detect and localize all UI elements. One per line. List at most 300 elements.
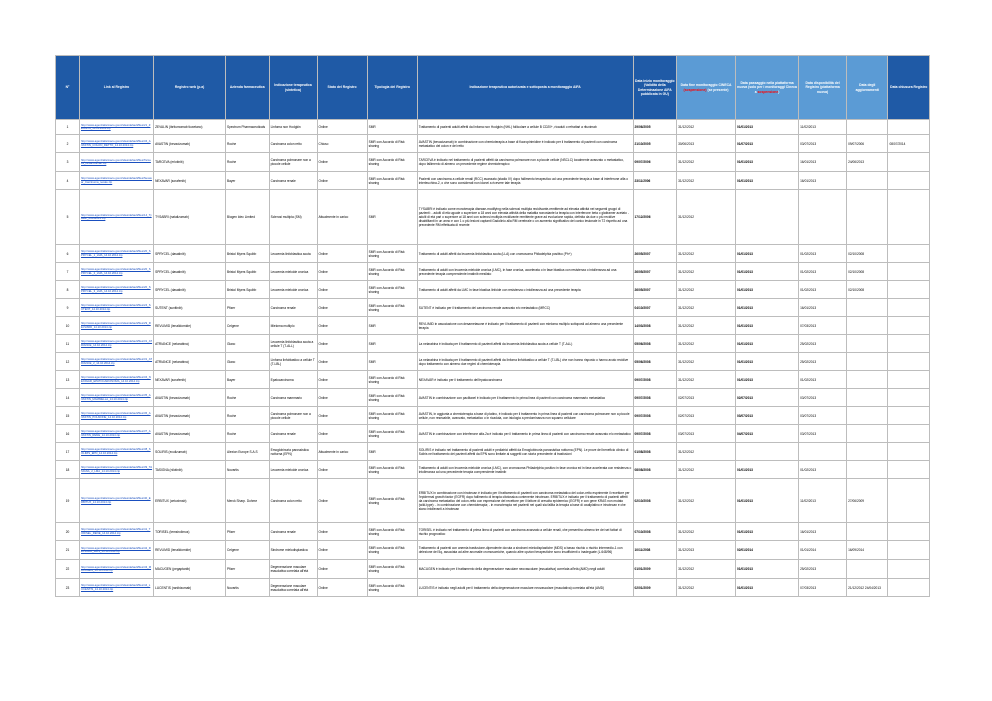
table-row [56,299,930,317]
col-link: Link al Registro [79,56,153,120]
indication: Degenerazione maculare essudativa correlata all'età [269,560,317,579]
registry-name: REVLIMID (lenalidomide) [154,541,226,560]
registry-type: SMR con Accordo di Risk sharing [367,245,417,263]
registry-link[interactable]: http://www.agenziafarmaco.gov.it/sites/default/files/29_REVLIMID_14.10.2014.zip [79,317,153,335]
row-number: 7 [56,263,80,281]
migration-date: 03/07/2013 [735,407,798,425]
closing-date [888,335,930,353]
authorized-indication: SUTENT è indicato per il trattamento del carcinoma renale avanzato e/o metastatico (MRCC) [417,299,633,317]
registry-type: SMR con Accordo di Risk sharing [367,281,417,299]
row-number: 5 [56,190,80,245]
start-date: 14/03/2008 [633,317,677,335]
end-date: 31/12/2012 [677,299,736,317]
registry-link[interactable]: http://www.agenziafarmaco.gov.it/sites/default/files/14_Tysabri_09042014.zip [79,190,153,245]
col-fine [677,56,736,120]
start-date: 02/01/2009 [633,579,677,597]
authorized-indication: AVASTIN in combinazione con interferone alfa-2a è indicato per il trattamento in prima linea di pazienti con carcinoma renale avanzato e/o metastatico [417,425,633,443]
registry-type: SMR con Accordo di Risk sharing [367,479,417,523]
start-date: 08/08/2008 [633,461,677,479]
company: Biogen Idec Limited [225,190,269,245]
col-passaggio-hl: sospensione [757,89,779,94]
table-row [56,443,930,461]
col-fine-tail: (se presente) [707,87,729,92]
availability-date [799,443,847,461]
indication: Carcinoma renale [269,299,317,317]
registry-name: TARCEVA (erlotinib) [154,153,226,172]
start-date: 01/01/2009 [633,560,677,579]
start-date: 09/07/2008 [633,407,677,425]
table-row [56,281,930,299]
closing-date [888,190,930,245]
indication: Carcinoma mammario [269,389,317,407]
indication: Carcinoma renale [269,523,317,541]
row-number: 13 [56,371,80,389]
indication: Carcinoma polmonare non a piccole cellule [269,407,317,425]
update-date: 02/10/2008 [847,281,888,299]
company: Roche [225,135,269,153]
status: Online [317,353,367,371]
start-date: 07/10/2008 [633,523,677,541]
update-date [847,523,888,541]
registry-type: SMR con Accordo di Risk sharing [367,523,417,541]
company: Merck Sharp. Dohme [225,479,269,523]
row-number: 2 [56,135,80,153]
registry-link[interactable]: http://www.agenziafarmaco.gov.it/sites/default/files/41_TORISEL_RENE_14.10.2014.zip [79,523,153,541]
status: Online [317,541,367,560]
closing-date [888,479,930,523]
availability-date: 07/03/2013 [799,579,847,597]
col-fine-hl: (sospensione) [683,87,707,92]
col-web: Registro web (p.a) [154,56,226,120]
row-number: 9 [56,299,80,317]
registry-link[interactable]: http://www.agenziafarmaco.gov.it/sites/default/files/44_LUCENTIS_14.10.2014.zip [79,579,153,597]
status: Online [317,579,367,597]
closing-date [888,523,930,541]
status: Online [317,523,367,541]
col-n: N° [56,56,80,120]
col-aggiornamenti: Data degli aggiornamenti [847,56,888,120]
availability-date: 03/07/2013 [799,425,847,443]
row-number: 11 [56,335,80,353]
registry-type: SMR con Accordo di Risk sharing [367,579,417,597]
availability-date: 25/02/2013 [799,353,847,371]
status: Attualmente in carico [317,443,367,461]
company: Pfizer [225,523,269,541]
indication: Degenerazione maculare essudativa correlata all'età [269,579,317,597]
registry-link[interactable]: http://www.agenziafarmaco.gov.it/sites/default/files/21_ZEVALIN_14.10.2014.zip [79,120,153,135]
start-date: 17/12/2006 [633,190,677,245]
registry-type: SMR con Accordo di Risk sharing [367,389,417,407]
registry-link[interactable]: http://www.agenziafarmaco.gov.it/sites/default/files/34_NEXAVAR_EPATOCARCINOMA_14.10.2014.zip [79,371,153,389]
end-date: 31/12/2012 [677,317,736,335]
table-row [56,317,930,335]
registry-name: ZEVALIN (ibritumomab tiuxetano) [154,120,226,135]
closing-date [888,389,930,407]
availability-date: 25/02/2013 [799,560,847,579]
registry-link[interactable]: http://www.agenziafarmaco.gov.it/sites/default/files/20_SPRYCEL_2_LMA_14.10.2014.zip [79,263,153,281]
migration-date: 01/01/2013 [735,153,798,172]
end-date: 31/12/2012 [677,479,736,523]
start-date: 21/10/2005 [633,135,677,153]
migration-date: 01/01/2013 [735,299,798,317]
company: Bayer [225,172,269,190]
update-date [847,371,888,389]
registry-type: SMR con Accordo di Risk sharing [367,560,417,579]
status: Online [317,263,367,281]
registry-type: SMR con Accordo di Risk sharing [367,541,417,560]
registry-type: SMR con Accordo di Risk sharing [367,172,417,190]
col-ind-aut: Indicazione terapeutica autorizzata e sottoposta a monitoraggio AIFA [417,56,633,120]
authorized-indication: NEXAVAR è indicato per il trattamento dell'epatocarcinoma [417,371,633,389]
update-date [847,425,888,443]
authorized-indication: REVLIMID in associazione con desametasone è indicato per il trattamento di pazienti con mieloma multiplo sottoposti ad almeno una precedente terapia [417,317,633,335]
end-date: 03/07/2013 [677,425,736,443]
table-row [56,371,930,389]
registry-name: SPRYCEL (dasatinib) [154,281,226,299]
company: Roche [225,425,269,443]
table-row [56,461,930,479]
registry-name: TORISEL (temsirolimus) [154,523,226,541]
migration-date: 01/01/2013 [735,120,798,135]
status: Chiuso [317,135,367,153]
table-row [56,135,930,153]
table-row [56,353,930,371]
authorized-indication: Trattamento di pazienti adulti affetti da linfoma non Hodgkin (NHL) follicolare a cellule B CD20+, ricaduti o refrattari a rituximab [417,120,633,135]
header-row [56,56,930,120]
row-number: 4 [56,172,80,190]
end-date: 31/12/2012 [677,371,736,389]
registry-link[interactable]: http://www.agenziafarmaco.gov.it/sites/default/files/Tarceva_bevacizumab.zip [79,153,153,172]
end-date: 31/12/2012 [677,523,736,541]
authorized-indication: LUCENTIS è indicato negli adulti per il trattamento della degenerazione maculare neovascolare (essudativa) correlata all'età (AMD) [417,579,633,597]
start-date: 23/11/2006 [633,172,677,190]
company: Glaxo [225,353,269,371]
authorized-indication: TYSABRI è indicato come monoterapia disease-modifying nella sclerosi multipla recidivante-remittente ad elevata attività nei seguenti gruppi di pazienti: - adulti di età uguale o superiore a 18 anni con elevata attività della malattia nonostante la terapia con interferone beta o glatiramer acetato - adulti di età pari o superiore ai 18 anni con sclerosi multipla recidivante remittente grave ad evoluzione rapida, definita da due o più recidive disabilitanti in un anno e con 1 o più lesioni captanti Gadolinio alla RM cerebrale o un aumento significativo del carico lesionale in T2 rispetto ad una precedente RM effettuata di recente [417,190,633,245]
col-passaggio-text: Data passaggio nella piattaforma nuova (solo per i monitoraggi Cineca a [737,81,797,94]
end-date: 31/12/2012 [677,172,736,190]
end-date: 31/12/2012 [677,120,736,135]
authorized-indication: Trattamento di pazienti con anemia trasfusione-dipendente dovuta a sindromi mielodisplastiche (MDS) a basso rischio o rischio intermedio-1 con delezione del 5q, associata ad altre anomalie cromosomiche, quando altre opzioni terapeutiche sono insufficienti o inadeguate (L.648/96) [417,541,633,560]
update-date [847,335,888,353]
migration-date: 01/01/2013 [735,281,798,299]
col-chiusura: Data chiusura Registro [888,56,930,120]
registry-name: ERBITUX (cetuximab) [154,479,226,523]
row-number: 18 [56,461,80,479]
registry-link[interactable]: http://www.agenziafarmaco.gov.it/sites/default/files/39_TASIGNA_2_LMA_14.10.2014.zip [79,461,153,479]
status: Online [317,461,367,479]
authorized-indication: AVASTIN in combinazione con paclitaxel è indicato per il trattamento in prima linea di pazienti con carcinoma mammario metastatico [417,389,633,407]
start-date: 09/07/2008 [633,425,677,443]
table-row [56,407,930,425]
indication: Linfoma linfoblastico a cellule T (T-LBL) [269,353,317,371]
authorized-indication: Trattamento di adulti affetti da LMC in fase blastica linfoide con resistenza o intolleranza ad una precedente terapia [417,281,633,299]
registry-link[interactable]: http://www.agenziafarmaco.gov.it/sites/default/files/31_ATRIANCE_2_14.10.2014.zip [79,353,153,371]
update-date [847,407,888,425]
authorized-indication: Trattamento di adulti con leucemia mieloide cronica (LMC), con cromosoma Philadelphia positivo in fase cronica ed in fase accelerata con resistenza o intolleranza ad una precedente terapia comprendente imatinib [417,461,633,479]
registry-type: SMR con Accordo di Risk sharing [367,263,417,281]
availability-date: 01/02/2013 [799,371,847,389]
registry-name: TYSABRI (natalizumab) [154,190,226,245]
row-number: 21 [56,541,80,560]
status: Online [317,479,367,523]
registry-type: SMR con Accordo di Risk sharing [367,461,417,479]
closing-date [888,245,930,263]
update-date: 09/07/2006 [847,135,888,153]
migration-date: 02/01/2014 [735,541,798,560]
authorized-indication: Trattamento di adulti affetti da leucemia linfoblastica acuta (LLA) con cromosoma Philadelphia positivo (Ph+) [417,245,633,263]
indication: Epatocarcinoma [269,371,317,389]
update-date: 02/10/2008 [847,245,888,263]
end-date: 31/12/2012 [677,461,736,479]
closing-date [888,281,930,299]
registry-name: SUTENT (sunitinib) [154,299,226,317]
registry-link[interactable]: http://www.agenziafarmaco.gov.it/sites/default/files/24_SUTENT_14.10.2014.zip [79,299,153,317]
end-date: 31/12/2012 [677,443,736,461]
start-date: 04/10/2007 [633,299,677,317]
company: Pfizer [225,299,269,317]
availability-date [799,190,847,245]
registry-name: NEXAVAR (sorafenib) [154,371,226,389]
company: Celgene [225,317,269,335]
availability-date: 07/03/2013 [799,317,847,335]
table-row [56,153,930,172]
end-date: 31/12/2012 [677,263,736,281]
end-date: 31/12/2012 [677,153,736,172]
availability-date: 01/02/2013 [799,461,847,479]
availability-date: 03/07/2013 [799,389,847,407]
status: Online [317,120,367,135]
start-date: 26/05/2007 [633,263,677,281]
migration-date: 01/01/2013 [735,263,798,281]
indication: Mieloma multiplo [269,317,317,335]
registry-link[interactable]: http://www.agenziafarmaco.gov.it/sites/default/files/40_ERBITUX_14.10.2014.zip [79,479,153,523]
company: Alexion Europe S.A.S [225,443,269,461]
registry-name: ATRIANCE (nelarabina) [154,353,226,371]
table-body [56,120,930,597]
registry-name: LUCENTIS (ranibizumab) [154,579,226,597]
registry-link[interactable]: http://www.agenziafarmaco.gov.it/sites/default/files/35_AVASTIN_MAMMELLA_14.10.2014.zip [79,389,153,407]
status: Online [317,281,367,299]
update-date [847,389,888,407]
registry-link[interactable]: http://www.agenziafarmaco.gov.it/sites/default/files/20_SPRYCEL_3_LMA_14.10.2014.zip [79,281,153,299]
row-number: 10 [56,317,80,335]
registry-type: SMR [367,335,417,353]
table-row [56,120,930,135]
registry-type: SMR con Accordo di Risk sharing [367,299,417,317]
start-date: 29/06/2005 [633,120,677,135]
table-row [56,335,930,353]
indication: Leucemia linfoblastica acuta a cellule T (T-ALL) [269,335,317,353]
table-row [56,541,930,560]
table-row [56,245,930,263]
availability-date: 16/01/2013 [799,172,847,190]
registry-link[interactable]: http://www.agenziafarmaco.gov.it/sites/default/files/42_REVLIMID_MDS_14.10.2014.zip [79,541,153,560]
availability-date: 11/02/2013 [799,120,847,135]
end-date: 02/07/2013 [677,389,736,407]
start-date: 09/07/2008 [633,389,677,407]
closing-date [888,461,930,479]
availability-date: 11/02/2013 [799,479,847,523]
status: Online [317,153,367,172]
closing-date [888,371,930,389]
company: Roche [225,153,269,172]
registry-type: SMR [367,353,417,371]
company: Glaxo [225,335,269,353]
col-tipologia: Tipologia del Registro [367,56,417,120]
company: Roche [225,407,269,425]
company: Pfizer [225,560,269,579]
registry-type: SMR [367,443,417,461]
end-date: 30/06/2013 [677,135,736,153]
update-date [847,120,888,135]
migration-date: 01/01/2013 [735,335,798,353]
table-row [56,523,930,541]
status: Online [317,371,367,389]
authorized-indication: SOLIRIS è indicato nel trattamento di pazienti adulti e pediatrici affetti da Emoglobinuria parossistica notturna (EPN). Le prove del beneficio clinico di Soliris nel trattamento dei pazienti affetti da EPN sono limitate ai soggetti con storia precedente di trasfusioni [417,443,633,461]
availability-date: 01/01/2014 [799,541,847,560]
col-stato: Stato del Registro [317,56,367,120]
registry-link[interactable]: http://www.agenziafarmaco.gov.it/sites/default/files/31_ATRIANCE_14.10.2014.zip [79,335,153,353]
status: Attualmente in carico [317,190,367,245]
start-date: 01/08/2008 [633,443,677,461]
update-date [847,317,888,335]
row-number: 17 [56,443,80,461]
row-number: 16 [56,425,80,443]
end-date: 31/12/2012 [677,245,736,263]
indication: Leucemia mieloide cronica [269,281,317,299]
row-number: 6 [56,245,80,263]
availability-date: 25/02/2013 [799,335,847,353]
registry-link[interactable]: http://www.agenziafarmaco.gov.it/sites/default/files/43_MACUGEN_14.10.2014.zip [79,560,153,579]
registry-type: SMR con Accordo di Risk sharing [367,135,417,153]
indication: Leucemia mieloide cronica [269,461,317,479]
end-date: 31/12/2012 [677,560,736,579]
registry-name: TASIGNA (nilotinib) [154,461,226,479]
registry-link[interactable]: http://www.agenziafarmaco.gov.it/sites/default/files/36_AVASTIN_POLMONE_14.10.2014.zip [79,407,153,425]
start-date: 26/05/2007 [633,281,677,299]
update-date: 24/06/2013 [847,153,888,172]
registry-type: SMR con Accordo di Risk sharing [367,153,417,172]
start-date: 05/06/2008 [633,353,677,371]
company: Novartis [225,579,269,597]
row-number: 1 [56,120,80,135]
end-date: 31/12/2012 [677,281,736,299]
migration-date: 01/01/2013 [735,317,798,335]
registry-type: SMR [367,120,417,135]
col-passaggio [735,56,798,120]
row-number: 20 [56,523,80,541]
authorized-indication: MACUGEN è indicato per il trattamento della degenerazione maculare neovascolare (essudativa) correlata all'età (AMD) negli adulti [417,560,633,579]
migration-date [735,190,798,245]
table-row [56,560,930,579]
indication: Leucemia linfoblastica acuta [269,245,317,263]
end-date: 31/12/2012 [677,579,736,597]
table-row [56,579,930,597]
availability-date: 03/07/2013 [799,135,847,153]
start-date: 09/07/2008 [633,371,677,389]
closing-date [888,443,930,461]
table-row [56,389,930,407]
indication: Carcinoma renale [269,172,317,190]
availability-date: 03/07/2013 [799,407,847,425]
indication: Carcinoma polmonare non a piccole cellule [269,153,317,172]
company: Celgene [225,541,269,560]
table-row [56,479,930,523]
row-number: 12 [56,353,80,371]
start-date: 02/10/2008 [633,479,677,523]
authorized-indication: TARCEVA è indicato nel trattamento di pazienti affetti da carcinoma polmonare non a piccole cellule (NSCLC) localmente avanzato o metastatico, dopo fallimento di almeno un precedente regime chemioterapico [417,153,633,172]
availability-date: 16/01/2013 [799,299,847,317]
update-date [847,353,888,371]
registry-link[interactable]: http://www.agenziafarmaco.gov.it/sites/default/files/34_AVASTIN_COLON_RETTO_14.10.2014.zip [79,135,153,153]
company: Bristol Myers Squibb [225,245,269,263]
closing-date: 08/07/2014 [888,135,930,153]
authorized-indication: TORISEL è indicato nel trattamento di prima linea di pazienti con carcinoma avanzato a cellule renali, che presentino almeno tre dei sei fattori di rischio prognostico [417,523,633,541]
indication: Carcinoma colon retto [269,479,317,523]
row-number: 19 [56,479,80,523]
status: Online [317,335,367,353]
authorized-indication: AVASTIN, in aggiunta a chemioterapia a base di platino, è indicato per il trattamento in prima linea di pazienti con carcinoma polmonare non a piccole cellule, non resecabile, avanzato, metastatico o in ricaduta, con istologia a predominanza non squamo cellulare [417,407,633,425]
migration-date: 01/01/2013 [735,579,798,597]
registry-link[interactable]: http://www.agenziafarmaco.gov.it/sites/default/files/Nexavar_Carcinoma_renale.zip [79,172,153,190]
closing-date [888,153,930,172]
registry-link[interactable]: http://www.agenziafarmaco.gov.it/sites/default/files/20_SPRYCEL_1_LMA_14.10.2014.zip [79,245,153,263]
row-number: 14 [56,389,80,407]
end-date: 02/07/2013 [677,407,736,425]
availability-date: 16/01/2013 [799,523,847,541]
availability-date: 01/02/2013 [799,245,847,263]
closing-date [888,353,930,371]
availability-date: 01/02/2013 [799,263,847,281]
registry-type: SMR con Accordo di Risk sharing [367,371,417,389]
migration-date: 01/01/2013 [735,523,798,541]
table-row [56,190,930,245]
registry-link[interactable]: http://www.agenziafarmaco.gov.it/sites/default/files/37_AVASTIN_RENE_14.10.2014.zip [79,425,153,443]
registry-link[interactable]: http://www.agenziafarmaco.gov.it/sites/default/files/38_SOLIRIS_EPN_14.10.2014.zip [79,443,153,461]
authorized-indication: Trattamento di adulti con leucemia mieloide cronica (LMC), in fase cronica, accelerata o in fase blastica con resistenza o intolleranza ad una precedente terapia comprendente imatinib mesilato [417,263,633,281]
migration-date: 01/01/2013 [735,560,798,579]
row-number: 23 [56,579,80,597]
closing-date [888,263,930,281]
authorized-indication: ERBITUX in combinazione con irinotecan è indicato per il trattamento di pazienti con carcinoma metastatico del colon-retto esprimente il recettore per l'epidermal growth factor (EGFR) dopo fallimento di terapia citotossica contenente irinotecan. ERBITUX è indicato per il trattamento di pazienti affetti da carcinoma metastatico del colon-retto con espressione del recettore per il fattore di crescita epidermico (EGFR) e con gene KRAS non mutato (wild-type): - in combinazione con chemioterapia; - in monoterapia nei pazienti nei quali sia fallita la terapia a base di oxaliplatino e irinotecan e che siano intolleranti a irinotecan [417,479,633,523]
availability-date: 01/02/2013 [799,281,847,299]
closing-date [888,172,930,190]
indication: Emoglobinuria parossistica notturna (EPN) [269,443,317,461]
registry-type: SMR [367,317,417,335]
start-date: 26/05/2007 [633,245,677,263]
authorized-indication: La nelarabina è indicata per il trattamento di pazienti affetti da leucemia linfoblastica acuta a cellule T (T-ALL) [417,335,633,353]
closing-date [888,120,930,135]
update-date: 27/06/2009 [847,479,888,523]
registry-name: SPRYCEL (dasatinib) [154,263,226,281]
update-date: 21/12/2012 24/04/2013 [847,579,888,597]
migration-date: 01/01/2013 [735,461,798,479]
migration-date: 01/01/2013 [735,479,798,523]
company: Bayer [225,371,269,389]
indication: Carcinoma colon retto [269,135,317,153]
status: Online [317,299,367,317]
registry-name: MACUGEN (pegaptanib) [154,560,226,579]
registry-name: AVASTIN (bevacizumab) [154,425,226,443]
status: Online [317,172,367,190]
table-row [56,425,930,443]
registry-type: SMR con Accordo di Risk sharing [367,407,417,425]
status: Online [317,245,367,263]
registry-name: AVASTIN (bevacizumab) [154,407,226,425]
col-disponibilita: Data disponibilità del Registro (piattaforma nuova) [799,56,847,120]
registry-type: SMR [367,190,417,245]
company: Novartis [225,461,269,479]
